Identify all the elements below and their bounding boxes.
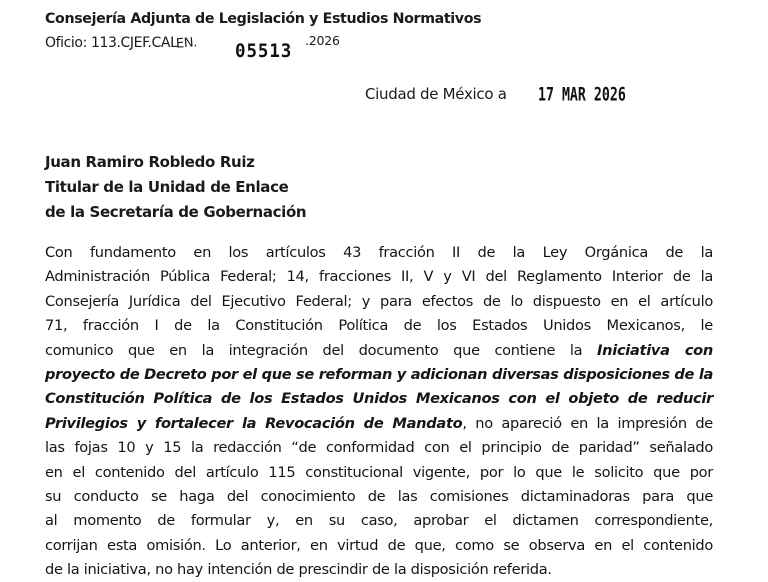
body-line-text: las fojas 10 y 15 la redacción “de conformidad con el principio de paridad” señalado bbox=[45, 439, 713, 457]
body-line bbox=[45, 314, 713, 338]
initiative-title-text: Privilegios y fortalecer la Revocación de Mandato bbox=[45, 414, 463, 432]
body-line bbox=[45, 534, 713, 558]
initiative-title-text: proyecto de Decreto por el que se reforman y adicionan diversas disposiciones de la bbox=[45, 365, 713, 383]
body-line bbox=[45, 558, 713, 582]
body-line-text: de la iniciativa, no hay intención de prescindir de la disposición referida. bbox=[45, 561, 552, 579]
body-line-text: 71, fracción I de la Constitución Política de los Estados Unidos Mexicanos, le bbox=[45, 317, 713, 335]
body-line bbox=[45, 485, 713, 509]
body-line-text: Con fundamento en los artículos 43 fracción II de la Ley Orgánica de la bbox=[45, 244, 713, 261]
body-line-text: comunico que en la integración del documento que contiene la bbox=[45, 341, 598, 359]
recipient-title: Titular de la Unidad de Enlace bbox=[45, 178, 289, 196]
body-line bbox=[45, 241, 713, 265]
oficio-number-stamp: 05513 bbox=[235, 40, 293, 62]
body-line bbox=[45, 436, 713, 460]
recipient-name: Juan Ramiro Robledo Ruiz bbox=[45, 153, 255, 171]
initiative-title-text: Constitución Política de los Estados Unidos Mexicanos con el objeto de reducir bbox=[45, 390, 713, 408]
body-line bbox=[45, 265, 713, 289]
body-line-text: Administración Pública Federal; 14, fracciones II, V y VI del Reglamento Interior de la bbox=[45, 268, 713, 286]
oficio-reference bbox=[45, 33, 340, 62]
body-line-text: en el contenido del artículo 115 constitucional vigente, por lo que le solicito que por bbox=[45, 463, 713, 481]
initiative-title-text: Iniciativa con bbox=[597, 341, 713, 359]
body-line-text: su conducto se haga del conocimiento de las comisiones dictaminadoras para que bbox=[45, 487, 713, 505]
oficio-prefix: Oficio: 113.CJEF.CAL bbox=[45, 35, 178, 51]
recipient-block bbox=[45, 150, 306, 225]
body-line-text: al momento de formular y, en su caso, aprobar el dictamen correspondiente, bbox=[45, 512, 713, 530]
date-stamp: 17 MAR 2026 bbox=[538, 83, 626, 107]
oficio-year: .2026 bbox=[305, 33, 340, 48]
body-line-text: corrijan esta omisión. Lo anterior, en virtud de que, como se observa en el contenido bbox=[45, 536, 713, 554]
city-label: Ciudad de México a bbox=[365, 85, 507, 103]
body-line-text: Consejería Jurídica del Ejecutivo Federal; y para efectos de lo dispuesto en el artículo bbox=[45, 292, 713, 310]
body-line bbox=[45, 387, 713, 411]
oficio-stamp-mark: EN. bbox=[175, 35, 197, 52]
recipient-organization: de la Secretaría de Gobernación bbox=[45, 203, 307, 221]
body-line bbox=[45, 290, 713, 314]
body-line bbox=[45, 509, 713, 533]
body-line-text: , no apareció en la impresión de bbox=[462, 414, 713, 432]
letter-body bbox=[45, 241, 713, 582]
body-line bbox=[45, 412, 713, 436]
body-line bbox=[45, 461, 713, 485]
department-heading: Consejería Adjunta de Legislación y Estudios Normativos bbox=[45, 11, 482, 27]
body-line bbox=[45, 363, 713, 387]
body-line bbox=[45, 339, 713, 363]
